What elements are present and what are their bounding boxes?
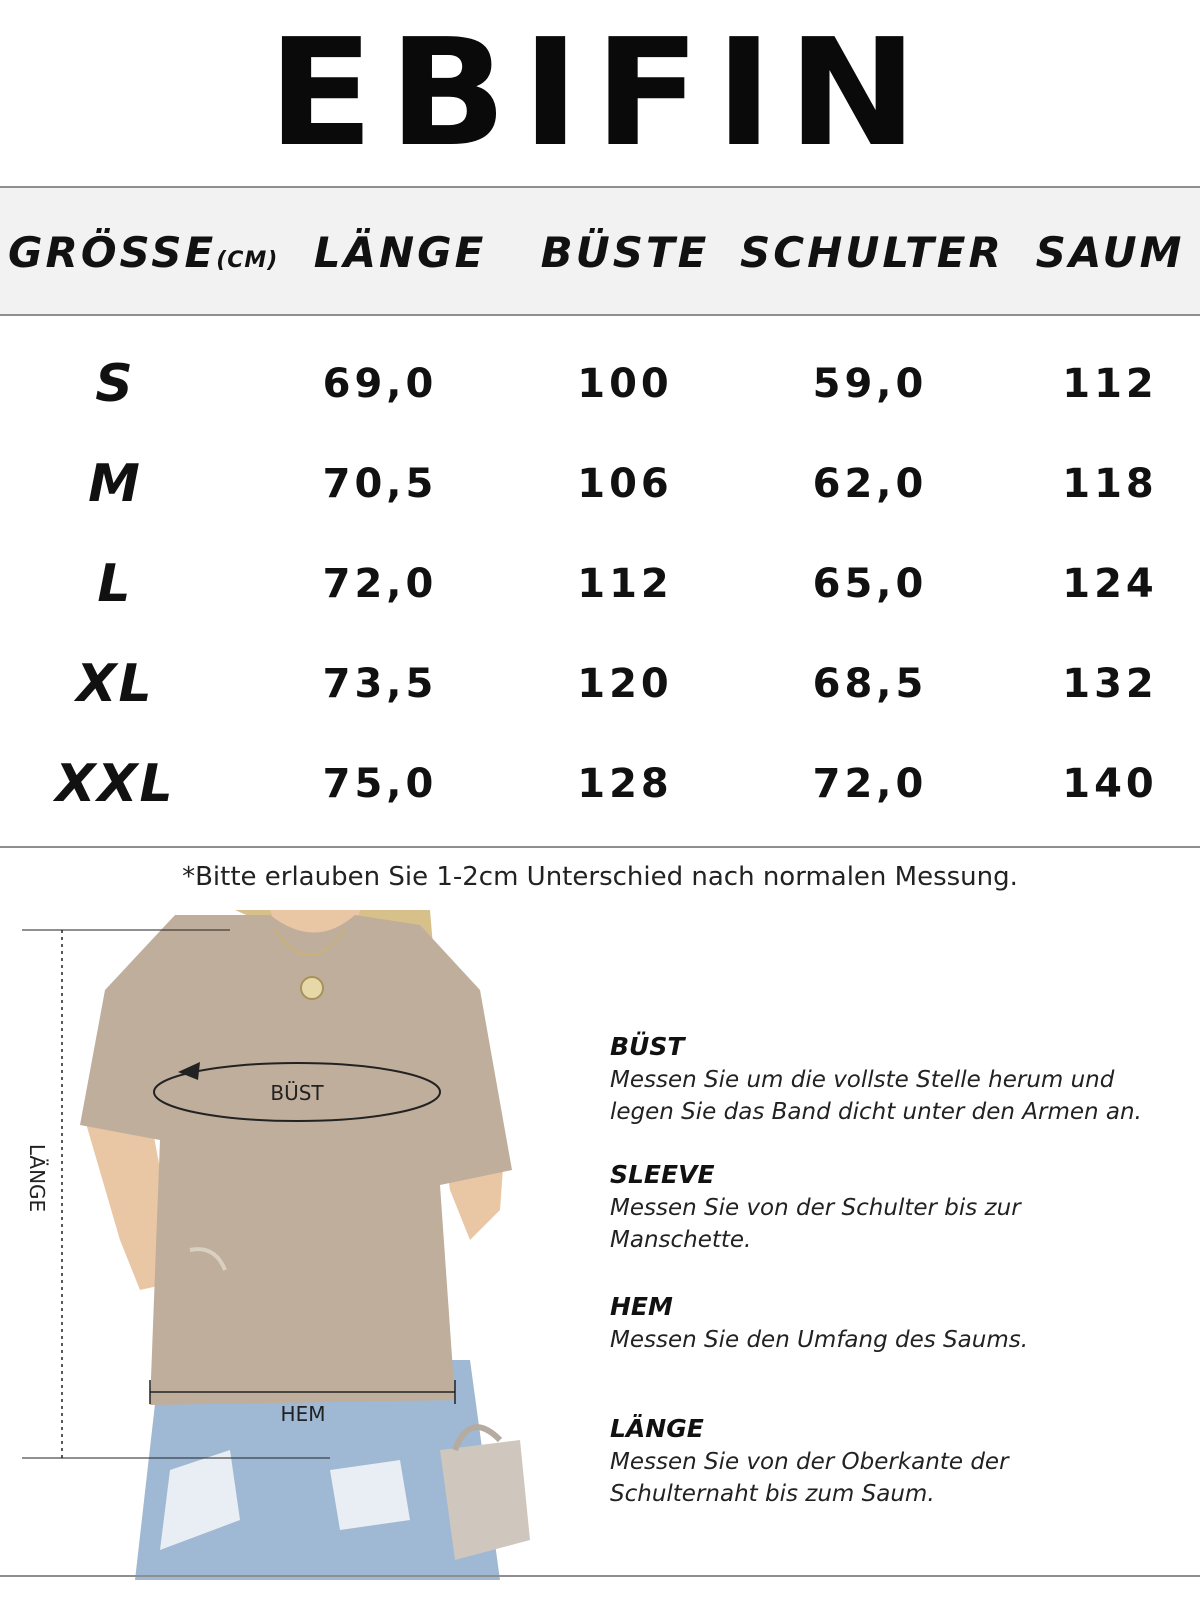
cell-length: 69,0 [322, 361, 438, 407]
table-row [0, 734, 1200, 834]
cell-hem: 118 [1062, 461, 1158, 507]
header-length: LÄNGE [313, 228, 487, 277]
desc-title-length: LÄNGE [610, 1414, 704, 1443]
cell-size: M [88, 454, 142, 514]
cell-shoulder: 65,0 [812, 561, 928, 607]
handbag [440, 1440, 530, 1560]
length-label: LÄNGE [25, 1143, 49, 1213]
header-size: GRÖSSE(CM) [8, 228, 279, 277]
cell-hem: 132 [1062, 661, 1158, 707]
cell-shoulder: 59,0 [812, 361, 928, 407]
cell-bust: 112 [577, 561, 673, 607]
necklace-pendant [301, 977, 323, 999]
header-shoulder: SCHULTER [740, 228, 1004, 277]
desc-text-bust: Messen Sie um die vollste Stelle herum und legen Sie das Band dicht unter den Armen an. [610, 1067, 1142, 1125]
cell-bust: 128 [577, 761, 673, 807]
cell-bust: 106 [577, 461, 673, 507]
table-row [0, 334, 1200, 434]
cell-length: 73,5 [322, 661, 438, 707]
desc-text-hem: Messen Sie den Umfang des Saums. [610, 1327, 1029, 1353]
desc-title-hem: HEM [610, 1292, 673, 1321]
table-row [0, 534, 1200, 634]
size-table-header [0, 186, 1200, 316]
table-bottom-divider [0, 846, 1200, 848]
desc-text-length: Messen Sie von der Oberkante der Schulternaht bis zum Saum. [610, 1449, 1009, 1507]
bust-label: BÜST [270, 1081, 324, 1105]
cell-size: XXL [55, 754, 175, 814]
desc-title-sleeve: SLEEVE [610, 1160, 715, 1189]
bottom-divider [0, 1575, 1200, 1577]
cell-bust: 120 [577, 661, 673, 707]
tshirt-measurement-illustration [0, 910, 560, 1580]
brand-logo: EBIFIN [267, 7, 933, 179]
cell-length: 75,0 [322, 761, 438, 807]
cell-shoulder: 62,0 [812, 461, 928, 507]
cell-length: 70,5 [322, 461, 438, 507]
cell-shoulder: 68,5 [812, 661, 928, 707]
cell-hem: 140 [1062, 761, 1158, 807]
cell-size: L [97, 554, 133, 614]
cell-hem: 112 [1062, 361, 1158, 407]
cell-bust: 100 [577, 361, 673, 407]
cell-shoulder: 72,0 [812, 761, 928, 807]
hem-label: HEM [280, 1402, 326, 1426]
desc-title-bust: BÜST [610, 1032, 685, 1061]
header-hem: SAUM [1035, 228, 1185, 277]
measurement-note: *Bitte erlauben Sie 1-2cm Unterschied nach normalen Messung. [182, 862, 1018, 892]
cell-length: 72,0 [322, 561, 438, 607]
cell-hem: 124 [1062, 561, 1158, 607]
desc-text-sleeve: Messen Sie von der Schulter bis zur Manschette. [610, 1195, 1021, 1253]
cell-size: XL [76, 654, 154, 714]
cell-size: S [95, 354, 135, 414]
jeans-rip [330, 1460, 410, 1530]
table-row [0, 634, 1200, 734]
table-row [0, 434, 1200, 534]
header-bust: BÜSTE [540, 228, 710, 277]
